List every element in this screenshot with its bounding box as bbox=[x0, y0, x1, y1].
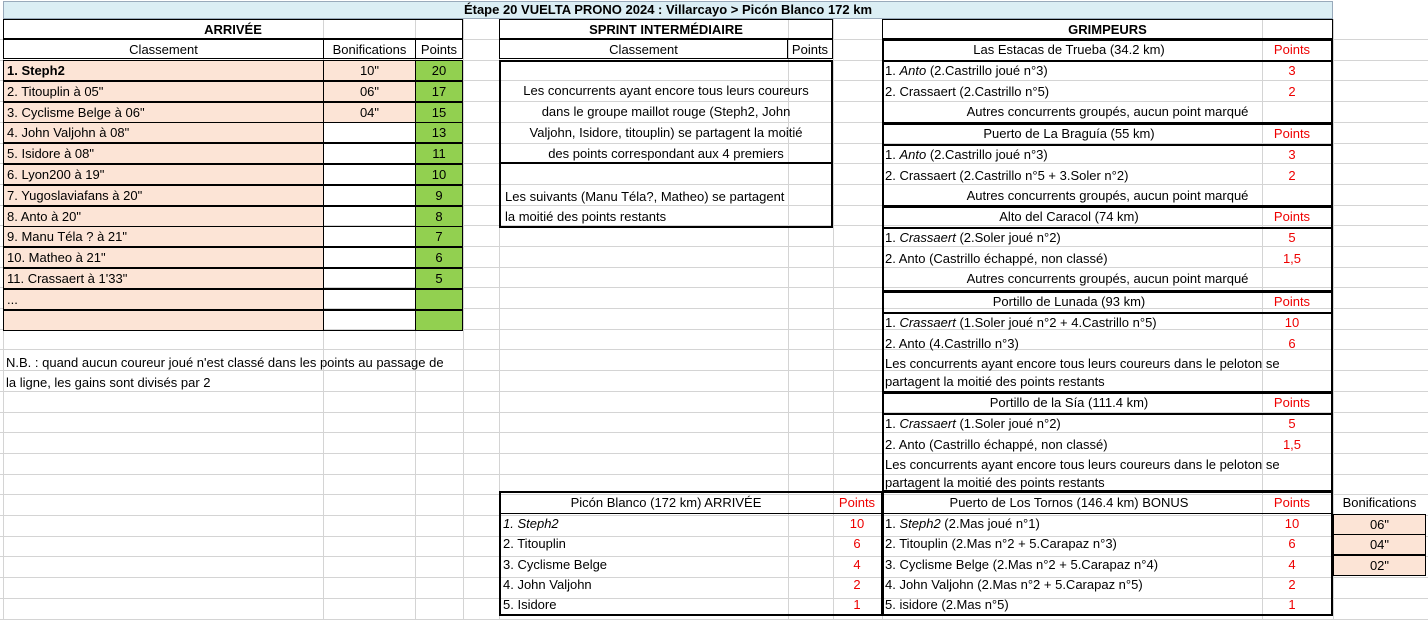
arrivee-bonif bbox=[323, 247, 416, 268]
arrivee-col-points: Points bbox=[415, 39, 463, 59]
climb-rider-prefix: 1. bbox=[885, 63, 900, 78]
tornos-rank-text: 1. bbox=[885, 516, 900, 531]
page-title: Étape 20 VUELTA PRONO 2024 : Villarcayo > Picón Blanco 172 km bbox=[3, 1, 1333, 19]
arrivee-bonif bbox=[323, 143, 416, 164]
climb-rider-points: 5 bbox=[1288, 416, 1296, 431]
arrivee-points: 13 bbox=[415, 122, 463, 143]
climb-rider bbox=[885, 334, 1260, 354]
sprint-text1-line: dans le groupe maillot rouge (Steph2, John bbox=[541, 104, 791, 119]
arrivee-bonif bbox=[323, 226, 416, 247]
climb-rider-prefix: 2. Anto (Castrillo échappé, non classé) bbox=[885, 251, 1108, 266]
climb-rider-points: 1,5 bbox=[1282, 251, 1302, 266]
tornos-rider-name: Steph2 bbox=[899, 516, 941, 531]
arrivee-bonif bbox=[323, 268, 416, 289]
climb-points-label: Points bbox=[1273, 294, 1311, 309]
picon-points-label: Points bbox=[838, 495, 876, 510]
arrivee-points: 11 bbox=[415, 143, 463, 164]
picon-rank: 1. Steph2 bbox=[503, 516, 559, 531]
tornos-rank bbox=[885, 595, 1260, 615]
climb-rider bbox=[885, 166, 1260, 186]
tornos-points-label: Points bbox=[1273, 495, 1311, 510]
climb-rider-prefix: 2. Crassaert (2.Castrillo n°5) bbox=[885, 84, 1050, 99]
arrivee-rank: 3. Cyclisme Belge à 06" bbox=[3, 102, 324, 123]
tornos-points: 10 bbox=[1284, 516, 1300, 531]
climb-name: Portillo de Lunada (93 km) bbox=[992, 294, 1146, 309]
climb-name: Alto del Caracol (74 km) bbox=[999, 209, 1139, 224]
arrivee-rank: 9. Manu Téla ? à 21" bbox=[3, 226, 324, 247]
arrivee-rank: 6. Lyon200 à 19" bbox=[3, 164, 324, 185]
tornos-rank bbox=[885, 575, 1260, 595]
arrivee-note-line1: N.B. : quand aucun coureur joué n'est classé dans les points au passage de bbox=[6, 355, 444, 370]
climb-rider-detail: (1.Soler joué n°2) bbox=[955, 416, 1061, 431]
sprint-text2-line: la moitié des points restants bbox=[505, 209, 667, 224]
climb-rider-name: Crassaert bbox=[899, 315, 956, 330]
arrivee-rank: ... bbox=[3, 289, 324, 310]
arrivee-points bbox=[415, 310, 463, 331]
climb-rider bbox=[885, 313, 1260, 333]
climb-rider-detail: (2.Castrillo joué n°3) bbox=[926, 147, 1048, 162]
climb-rider bbox=[885, 145, 1260, 165]
climb-rider-points: 3 bbox=[1288, 63, 1296, 78]
tornos-bonif: 06" bbox=[1333, 514, 1426, 535]
tornos-bonif: 04" bbox=[1333, 534, 1426, 555]
tornos-points: 1 bbox=[1288, 597, 1296, 613]
tornos-rank-text: 2. Titouplin (2.Mas n°2 + 5.Carapaz n°3) bbox=[885, 536, 1117, 552]
grimpeurs-heading: GRIMPEURS bbox=[882, 19, 1333, 39]
picon-heading: Picón Blanco (172 km) ARRIVÉE bbox=[570, 495, 762, 510]
climb-rider-points: 1,5 bbox=[1282, 437, 1302, 452]
climb-footer: Autres concurrents groupés, aucun point marqué bbox=[966, 104, 1249, 119]
climb-footer: Autres concurrents groupés, aucun point marqué bbox=[966, 188, 1249, 203]
arrivee-points: 6 bbox=[415, 247, 463, 268]
climb-footer: Les concurrents ayant encore tous leurs coureurs dans le peloton se bbox=[885, 457, 1280, 472]
climb-rider-prefix: 1. bbox=[885, 147, 900, 162]
climb-rider-prefix: 2. Anto (Castrillo échappé, non classé) bbox=[885, 437, 1108, 452]
climb-rider-prefix: 2. Anto (4.Castrillo n°3) bbox=[885, 336, 1019, 351]
arrivee-bonif bbox=[323, 185, 416, 206]
tornos-rank-text: 3. Cyclisme Belge (2.Mas n°2 + 5.Carapaz n°4) bbox=[885, 556, 1159, 572]
tornos-rider-detail: (2.Mas joué n°1) bbox=[940, 516, 1040, 531]
tornos-rank bbox=[885, 514, 1260, 534]
climb-rider-points: 6 bbox=[1288, 336, 1296, 351]
sprint-col-points: Points bbox=[787, 39, 833, 59]
tornos-rank-text: 4. John Valjohn (2.Mas n°2 + 5.Carapaz n°5) bbox=[885, 576, 1143, 592]
climb-points-label: Points bbox=[1273, 126, 1311, 141]
climb-rider-points: 3 bbox=[1288, 147, 1296, 162]
tornos-heading: Puerto de Los Tornos (146.4 km) BONUS bbox=[949, 495, 1189, 510]
picon-rank: 4. John Valjohn bbox=[503, 576, 592, 592]
climb-footer: partagent la moitié des points restants bbox=[885, 374, 1105, 389]
climb-points-label: Points bbox=[1273, 395, 1311, 410]
tornos-points: 4 bbox=[1288, 556, 1296, 572]
climb-rider bbox=[885, 61, 1260, 81]
arrivee-points: 9 bbox=[415, 185, 463, 206]
arrivee-points: 15 bbox=[415, 102, 463, 123]
climb-rider-name: Anto bbox=[899, 63, 927, 78]
climb-name: Portillo de la Sía (111.4 km) bbox=[989, 395, 1149, 410]
tornos-rank-text: 5. isidore (2.Mas n°5) bbox=[885, 597, 1009, 613]
picon-rank: 5. Isidore bbox=[503, 597, 557, 613]
climb-rider-prefix: 1. bbox=[885, 230, 900, 245]
picon-points: 4 bbox=[853, 556, 861, 572]
sprint-col-classement: Classement bbox=[499, 39, 788, 59]
climb-footer: Autres concurrents groupés, aucun point marqué bbox=[966, 271, 1249, 286]
tornos-bonif-label: Bonifications bbox=[1342, 495, 1417, 510]
arrivee-rank: 4. John Valjohn à 08" bbox=[3, 122, 324, 143]
sprint-text1-line: Valjohn, Isidore, titouplin) se partagent la moitié bbox=[529, 125, 803, 140]
climb-rider-points: 10 bbox=[1284, 315, 1300, 330]
climb-rider-detail: (2.Soler joué n°2) bbox=[955, 230, 1061, 245]
picon-points: 2 bbox=[853, 576, 861, 592]
arrivee-points bbox=[415, 289, 463, 310]
sprint-text1-line: Les concurrents ayant encore tous leurs coureurs bbox=[523, 83, 809, 98]
climb-rider bbox=[885, 249, 1260, 269]
picon-points: 10 bbox=[849, 516, 865, 531]
climb-rider-name: Crassaert bbox=[899, 416, 956, 431]
tornos-bonif: 02" bbox=[1333, 555, 1426, 576]
arrivee-bonif bbox=[323, 164, 416, 185]
tornos-rank bbox=[885, 555, 1260, 575]
arrivee-rank: 7. Yugoslaviafans à 20" bbox=[3, 185, 324, 206]
sprint-heading: SPRINT INTERMÉDIAIRE bbox=[499, 19, 833, 39]
arrivee-rank: 10. Matheo à 21" bbox=[3, 247, 324, 268]
climb-rider bbox=[885, 228, 1260, 248]
arrivee-bonif bbox=[323, 310, 416, 331]
climb-rider-detail: (1.Soler joué n°2 + 4.Castrillo n°5) bbox=[955, 315, 1157, 330]
arrivee-heading: ARRIVÉE bbox=[3, 19, 463, 39]
picon-points: 6 bbox=[853, 536, 861, 552]
arrivee-rank: 11. Crassaert à 1'33" bbox=[3, 268, 324, 289]
arrivee-rank bbox=[3, 310, 324, 331]
arrivee-points: 5 bbox=[415, 268, 463, 289]
arrivee-points: 17 bbox=[415, 81, 463, 102]
arrivee-bonif bbox=[323, 206, 416, 227]
climb-rider-prefix: 1. bbox=[885, 315, 900, 330]
picon-points: 1 bbox=[853, 597, 861, 613]
climb-name: Puerto de La Braguía (55 km) bbox=[983, 126, 1155, 141]
climb-rider bbox=[885, 82, 1260, 102]
arrivee-bonif: 06" bbox=[323, 81, 416, 102]
arrivee-col-classement: Classement bbox=[3, 39, 324, 59]
arrivee-points: 10 bbox=[415, 164, 463, 185]
climb-points-label: Points bbox=[1273, 42, 1311, 57]
arrivee-bonif bbox=[323, 289, 416, 310]
sprint-text1-line: des points correspondant aux 4 premiers bbox=[548, 146, 784, 161]
climb-points-label: Points bbox=[1273, 209, 1311, 224]
climb-rider bbox=[885, 435, 1260, 455]
gridline bbox=[463, 19, 464, 619]
arrivee-col-bonifications: Bonifications bbox=[323, 39, 416, 59]
arrivee-points: 7 bbox=[415, 226, 463, 247]
climb-footer: partagent la moitié des points restants bbox=[885, 475, 1105, 490]
tornos-points: 2 bbox=[1288, 576, 1296, 592]
arrivee-bonif: 04" bbox=[323, 102, 416, 123]
climb-footer: Les concurrents ayant encore tous leurs coureurs dans le peloton se bbox=[885, 356, 1280, 371]
climb-rider-name: Crassaert bbox=[899, 230, 956, 245]
sprint-text2-line: Les suivants (Manu Téla?, Matheo) se partagent bbox=[505, 189, 785, 204]
arrivee-rank: 8. Anto à 20" bbox=[3, 206, 324, 227]
climb-rider bbox=[885, 414, 1260, 434]
tornos-points: 6 bbox=[1288, 536, 1296, 552]
arrivee-rank: 2. Titouplin à 05" bbox=[3, 81, 324, 102]
arrivee-note-line2: la ligne, les gains sont divisés par 2 bbox=[6, 375, 211, 390]
picon-rank: 2. Titouplin bbox=[503, 536, 566, 552]
climb-rider-prefix: 1. bbox=[885, 416, 900, 431]
picon-rank: 3. Cyclisme Belge bbox=[503, 556, 608, 572]
climb-rider-points: 2 bbox=[1288, 168, 1296, 183]
arrivee-bonif bbox=[323, 122, 416, 143]
tornos-rank bbox=[885, 534, 1260, 554]
arrivee-bonif: 10" bbox=[323, 60, 416, 81]
arrivee-rank: 5. Isidore à 08" bbox=[3, 143, 324, 164]
climb-rider-prefix: 2. Crassaert (2.Castrillo n°5 + 3.Soler n°2) bbox=[885, 168, 1129, 183]
arrivee-points: 20 bbox=[415, 60, 463, 81]
climb-rider-points: 2 bbox=[1288, 84, 1296, 99]
climb-rider-name: Anto bbox=[899, 147, 927, 162]
arrivee-points: 8 bbox=[415, 206, 463, 227]
climb-name: Las Estacas de Trueba (34.2 km) bbox=[973, 42, 1165, 57]
arrivee-rank: 1. Steph2 bbox=[3, 60, 324, 81]
climb-rider-detail: (2.Castrillo joué n°3) bbox=[926, 63, 1048, 78]
climb-rider-points: 5 bbox=[1288, 230, 1296, 245]
